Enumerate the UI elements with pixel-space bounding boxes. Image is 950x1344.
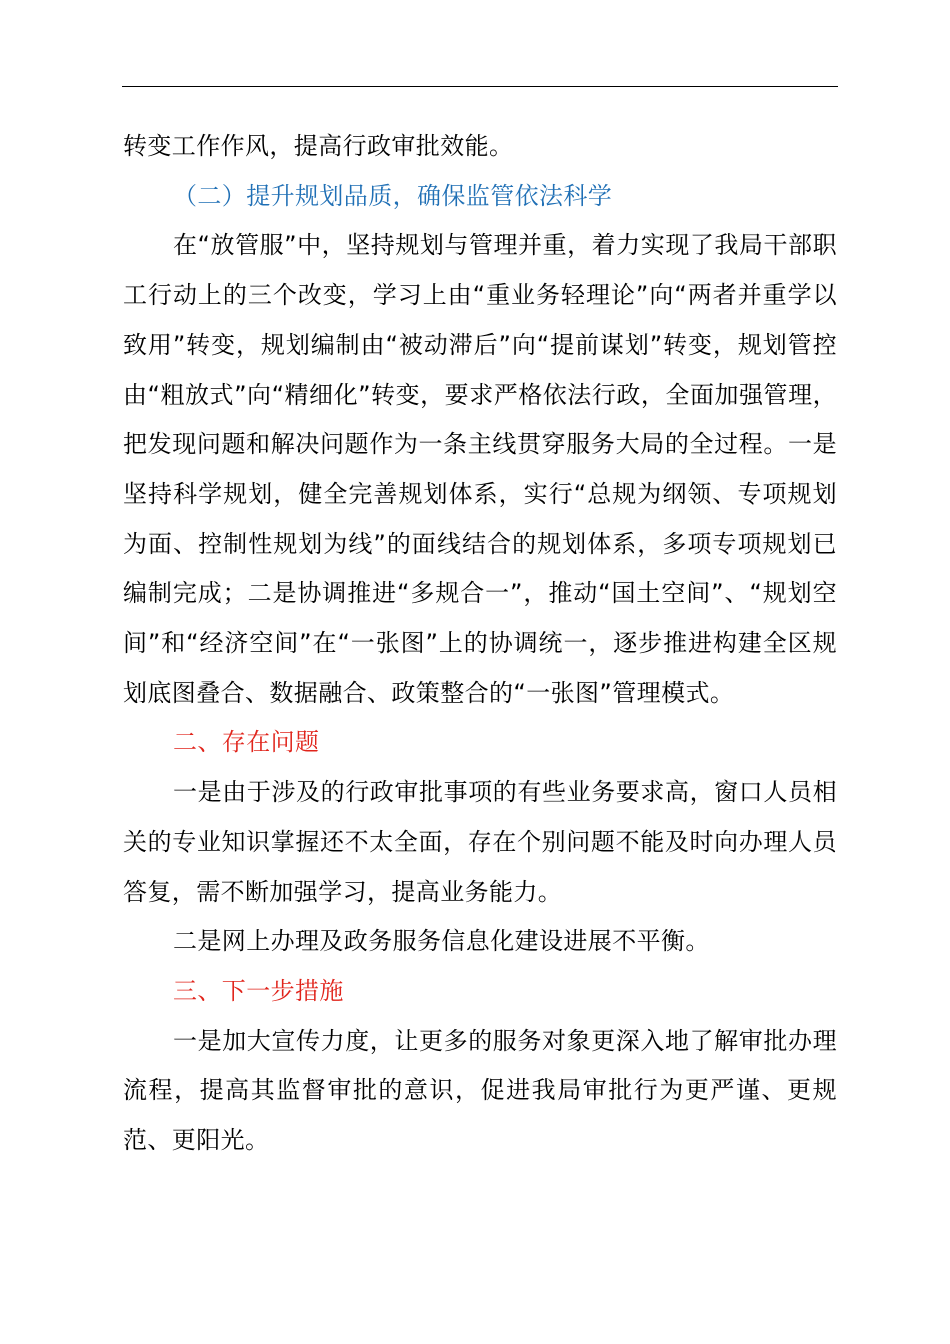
section-heading-next-steps: 三、下一步措施 — [173, 976, 344, 1005]
subheading-planning-quality: （二）提升规划品质，确保监管依法科学 — [173, 181, 613, 210]
header-rule — [122, 86, 838, 87]
paragraph-next-step-one: 一是加大宣传力度，让更多的服务对象更深入地了解审批办理流程，提高其监督审批的意识，促进我局审批行为更严谨、更规范、更阳光。 — [123, 1026, 837, 1155]
paragraph-problem-one: 一是由于涉及的行政审批事项的有些业务要求高，窗口人员相关的专业知识掌握还不太全面，存在个别问题不能及时向办理人员答复，需不断加强学习，提高业务能力。 — [123, 778, 837, 906]
paragraph-problem-two: 二是网上办理及政务服务信息化建设进展不平衡。 — [173, 927, 710, 956]
section-heading-problems: 二、存在问题 — [173, 728, 320, 757]
paragraph-continued: 转变工作作风，提高行政审批效能。 — [123, 132, 514, 160]
document-body — [123, 122, 837, 1166]
paragraph-planning: 在“放管服”中，坚持规划与管理并重，着力实现了我局干部职工行动上的三个改变，学习上由“重业务轻理论”向“两者并重学以致用”转变，规划编制由“被动滞后”向“提前谋划”转变，规划管控由“粗放式”向“精细化”转变，要求严格依法行政，全面加强管理，把发现问题和解决问题作为一条主线贯穿服务大局的全过程。一是坚持科学规划，健全完善规划体系，实行“总规为纲领、专项规划为面、控制性规划为线”的面线结合的规划体系，多项专项规划已编制完成；二是协调推进“多规合一”，推动“国土空间”、“规划空间”和“经济空间”在“一张图”上的协调统一，逐步推进构建全区规划底图叠合、数据融合、政策整合的“一张图”管理模式。 — [123, 231, 837, 707]
